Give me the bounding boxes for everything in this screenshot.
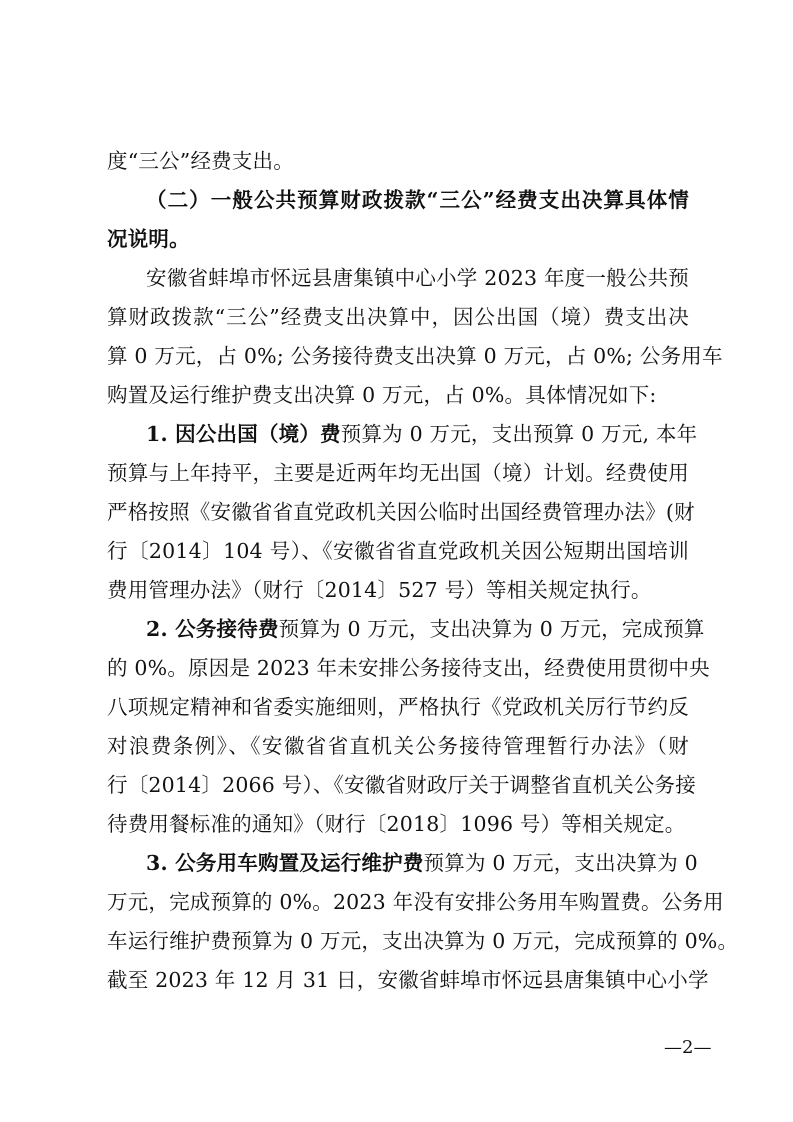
- item-3-text: 预算为 0 万元，支出决算为 0: [423, 851, 698, 875]
- paragraph-line: 行〔2014〕104 号）、《安徽省省直党政机关因公短期出国培训: [107, 539, 689, 563]
- paragraph-line: 待费用餐标准的通知》（财行〔2018〕1096 号）等相关规定。: [107, 812, 686, 836]
- item-1-text: 预算为 0 万元，支出预算 0 万元, 本年: [340, 422, 698, 446]
- paragraph-line: 对浪费条例》、《安徽省省直机关公务接待管理暂行办法》（财: [107, 734, 689, 758]
- item-3-heading-line: [146, 849, 698, 877]
- paragraph-line: 度“三公”经费支出。: [107, 149, 294, 173]
- section-heading-continued: 况说明。: [107, 227, 190, 251]
- item-3-title: 3. 公务用车购置及运行维护费: [146, 851, 424, 875]
- item-2-title: 2. 公务接待费: [146, 617, 279, 641]
- paragraph-line: 算财政拨款“三公”经费支出决算中，因公出国（境）费支出决: [107, 305, 689, 329]
- paragraph-line: 八项规定精神和省委实施细则，严格执行《党政机关厉行节约反: [107, 695, 689, 719]
- paragraph-line: 严格按照《安徽省省直党政机关因公临时出国经费管理办法》(财: [107, 500, 695, 524]
- item-1-heading-line: [146, 420, 698, 448]
- paragraph-line: 预算与上年持平，主要是近两年均无出国（境）计划。经费使用: [107, 461, 689, 485]
- paragraph-line: 行〔2014〕2066 号）、《安徽省财政厅关于调整省直机关公务接: [107, 773, 696, 797]
- paragraph-line: 的 0%。原因是 2023 年未安排公务接待支出，经费使用贯彻中央: [107, 656, 710, 680]
- paragraph-line: 购置及运行维护费支出决算 0 万元，占 0%。具体情况如下:: [107, 383, 657, 407]
- paragraph-line: 截至 2023 年 12 月 31 日，安徽省蚌埠市怀远县唐集镇中心小学: [107, 968, 709, 992]
- item-1-title: 1. 因公出国（境）费: [146, 422, 341, 446]
- paragraph-line: 算 0 万元，占 0%; 公务接待费支出决算 0 万元，占 0%; 公务用车: [107, 344, 723, 368]
- paragraph-line: 安徽省蚌埠市怀远县唐集镇中心小学 2023 年度一般公共预: [146, 266, 689, 290]
- item-2-heading-line: [146, 615, 705, 643]
- item-2-text: 预算为 0 万元，支出决算为 0 万元，完成预算: [278, 617, 705, 641]
- paragraph-line: 万元，完成预算的 0%。2023 年没有安排公务用车购置费。公务用: [107, 890, 724, 914]
- paragraph-line: 费用管理办法》（财行〔2014〕527 号）等相关规定执行。: [107, 578, 652, 602]
- paragraph-line: 车运行维护费预算为 0 万元，支出决算为 0 万元，完成预算的 0%。: [107, 929, 739, 953]
- page-number: —2—: [664, 1037, 712, 1058]
- section-heading: （二）一般公共预算财政拨款“三公”经费支出决算具体情: [146, 188, 689, 212]
